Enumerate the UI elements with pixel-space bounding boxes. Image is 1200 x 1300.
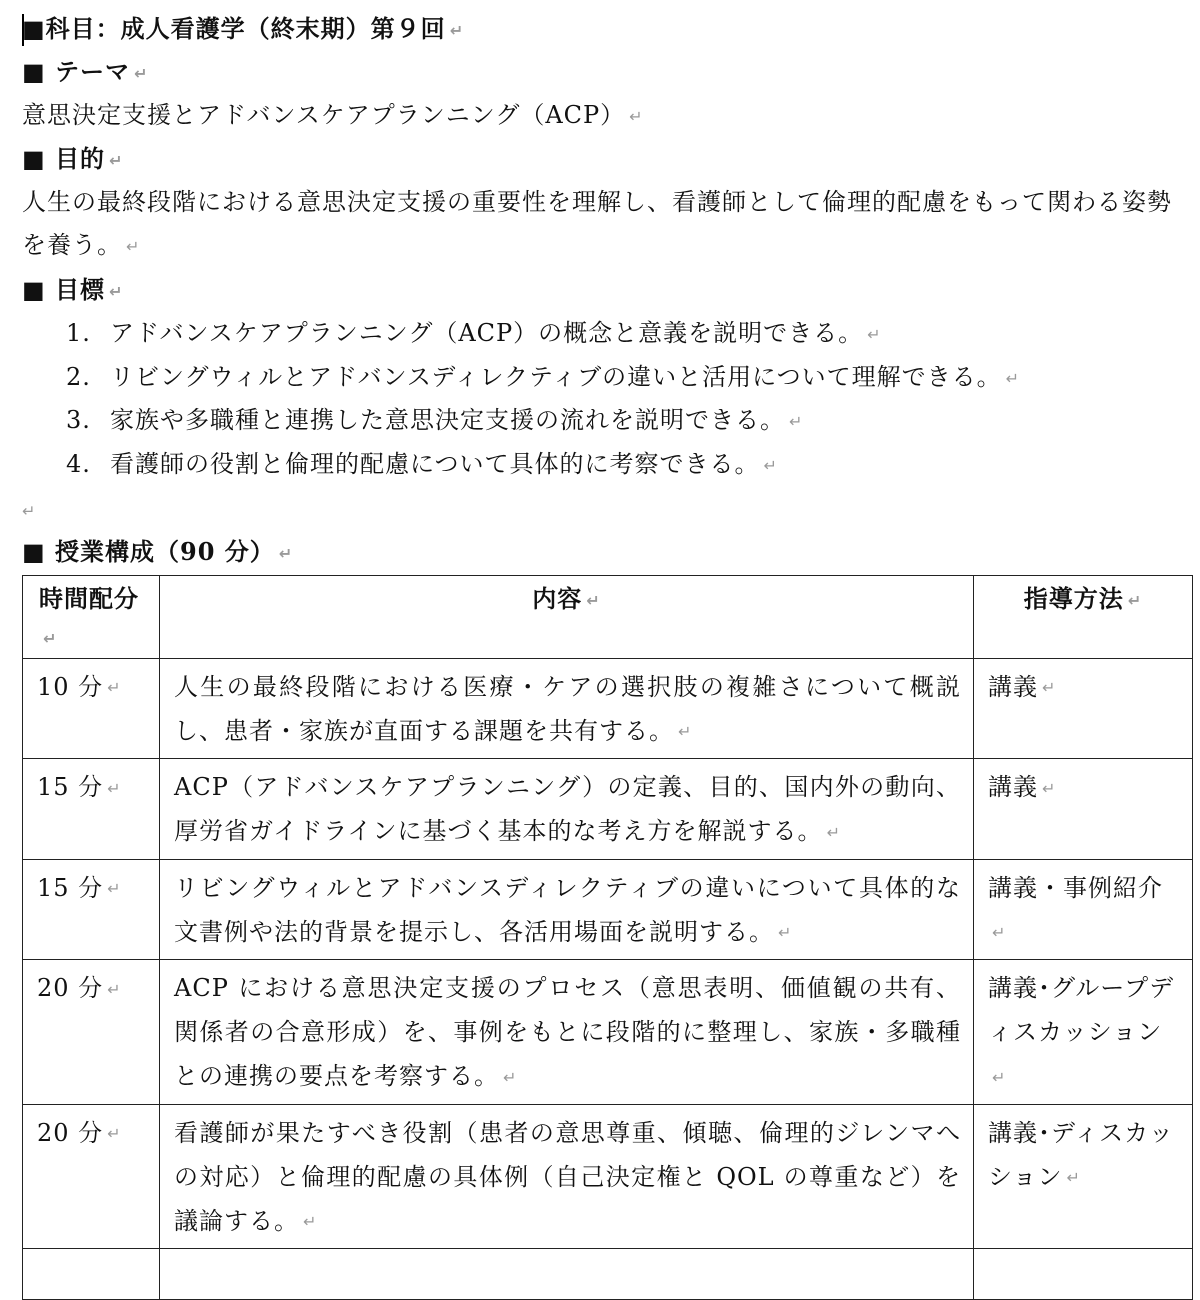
- paragraph-mark-icon: ↵: [449, 20, 465, 40]
- lesson-structure-table: [22, 575, 1192, 1300]
- subject-line: [22, 14, 464, 46]
- structure-heading: [22, 537, 293, 569]
- purpose-body-line2: [22, 230, 140, 262]
- cell-method: 講義 ↵: [974, 759, 1193, 860]
- cell-mark-icon: ↵: [107, 979, 122, 999]
- paragraph-mark-icon: ↵: [867, 324, 882, 344]
- purpose-heading-text: ■ 目的: [22, 144, 106, 173]
- cell-content: 人生の最終段階における医療・ケアの選択肢の複雑さについて概説し、患者・家族が直面する課題を共有する。 ↵: [160, 658, 974, 759]
- goals-heading-text: ■ 目標: [22, 275, 106, 304]
- goal-number: 1.: [66, 319, 91, 347]
- header-time: 時間配分↵: [23, 576, 160, 659]
- cell-method: 講義 ↵: [974, 658, 1193, 759]
- goal-item-3: [66, 405, 803, 437]
- table-row: [23, 658, 1193, 759]
- goal-text: アドバンスケアプランニング（ACP）の概念と意義を説明できる。: [110, 319, 864, 347]
- goal-item-2: [66, 362, 1020, 394]
- theme-heading-text: ■ テーマ: [22, 57, 131, 86]
- cell-method: [974, 1249, 1193, 1300]
- goal-number: 2.: [66, 363, 91, 391]
- cell-time: 15 分 ↵: [23, 859, 160, 960]
- cell-mark-icon: ↵: [503, 1067, 518, 1087]
- empty-paragraph: [22, 495, 36, 527]
- paragraph-mark-icon: ↵: [789, 411, 804, 431]
- goals-heading: [22, 275, 123, 307]
- paragraph-mark-icon: ↵: [278, 543, 294, 563]
- paragraph-mark-icon: ↵: [1005, 368, 1021, 388]
- cell-mark-icon: ↵: [107, 678, 122, 697]
- cell-mark-icon: ↵: [826, 822, 841, 842]
- cell-mark-icon: ↵: [778, 923, 793, 942]
- cell-mark-icon: ↵: [1042, 778, 1057, 798]
- cell-content: ACP（アドバンスケアプランニング）の定義、目的、国内外の動向、厚労省ガイドラインに基づく基本的な考え方を解説する。 ↵: [160, 759, 974, 860]
- goal-text: 家族や多職種と連携した意思決定支援の流れを説明できる。: [110, 406, 785, 434]
- header-content: 内容 ↵: [160, 576, 974, 659]
- cell-mark-icon: ↵: [678, 722, 693, 741]
- theme-body: [22, 100, 644, 132]
- cell-method: 講義・事例紹介↵: [974, 859, 1193, 960]
- header-method: 指導方法 ↵: [974, 576, 1193, 659]
- cell-mark-icon: ↵: [1127, 590, 1143, 610]
- cell-time: 20 分 ↵: [23, 960, 160, 1105]
- paragraph-mark-icon: ↵: [629, 106, 644, 126]
- cell-content: リビングウィルとアドバンスディレクティブの違いについて具体的な文書例や法的背景を提示し、各活用場面を説明する。 ↵: [160, 859, 974, 960]
- cell-time: 15 分 ↵: [23, 759, 160, 860]
- paragraph-mark-icon: ↵: [109, 150, 124, 170]
- paragraph-mark-icon: ↵: [134, 63, 149, 83]
- paragraph-mark-icon: ↵: [22, 501, 37, 521]
- goal-number: 4.: [66, 450, 91, 478]
- cell-mark-icon: ↵: [107, 1124, 122, 1143]
- cell-method: 講義･グループディスカッション↵: [974, 960, 1193, 1105]
- purpose-body-text-2: を養う。: [22, 231, 122, 259]
- cell-mark-icon: ↵: [1042, 678, 1057, 697]
- theme-body-text: 意思決定支援とアドバンスケアプランニング（ACP）: [22, 101, 626, 129]
- table-row: [23, 960, 1193, 1105]
- cell-time: 10 分 ↵: [23, 658, 160, 759]
- goal-text: リビングウィルとアドバンスディレクティブの違いと活用について理解できる。: [110, 363, 1002, 391]
- cell-mark-icon: ↵: [992, 923, 1007, 942]
- purpose-heading: [22, 144, 123, 176]
- cell-mark-icon: ↵: [107, 879, 122, 898]
- subject-text: ■科目：成人看護学（終末期）第９回: [22, 14, 446, 43]
- cell-mark-icon: ↵: [303, 1212, 318, 1231]
- cell-mark-icon: ↵: [1066, 1168, 1081, 1187]
- table-header-row: [23, 576, 1193, 659]
- cell-mark-icon: ↵: [43, 628, 58, 648]
- cell-time: 20 分 ↵: [23, 1104, 160, 1249]
- goal-text: 看護師の役割と倫理的配慮について具体的に考察できる。: [110, 450, 760, 478]
- goal-item-4: [66, 449, 778, 481]
- table-row: [23, 759, 1193, 860]
- purpose-body-text-1: 人生の最終段階における意思決定支援の重要性を理解し、看護師として倫理的配慮をもって関わる姿勢: [22, 188, 1172, 216]
- cell-method: 講義･ディスカッション ↵: [974, 1104, 1193, 1249]
- cell-content: ACP における意思決定支援のプロセス（意思表明、価値観の共有、関係者の合意形成）を、事例をもとに段階的に整理し、家族・多職種との連携の要点を考察する。 ↵: [160, 960, 974, 1105]
- paragraph-mark-icon: ↵: [763, 455, 778, 475]
- purpose-body-line1: [22, 187, 1172, 217]
- goal-number: 3.: [66, 406, 91, 434]
- cell-time: [23, 1249, 160, 1300]
- structure-heading-text: ■ 授業構成（90 分）: [22, 537, 275, 566]
- cell-mark-icon: ↵: [992, 1067, 1007, 1087]
- theme-heading: [22, 57, 148, 89]
- table-row: [23, 859, 1193, 960]
- schedule-table: [22, 575, 1193, 1300]
- table-row: [23, 1249, 1193, 1300]
- cell-mark-icon: ↵: [107, 778, 122, 798]
- cell-content: 看護師が果たすべき役割（患者の意思尊重、傾聴、倫理的ジレンマへの対応）と倫理的配慮の具体例（自己決定権と QOL の尊重など）を議論する。 ↵: [160, 1104, 974, 1249]
- paragraph-mark-icon: ↵: [126, 236, 141, 256]
- cell-mark-icon: ↵: [586, 590, 601, 610]
- goal-item-1: [66, 318, 882, 350]
- cell-content: [160, 1249, 974, 1300]
- table-row: [23, 1104, 1193, 1249]
- paragraph-mark-icon: ↵: [109, 281, 124, 301]
